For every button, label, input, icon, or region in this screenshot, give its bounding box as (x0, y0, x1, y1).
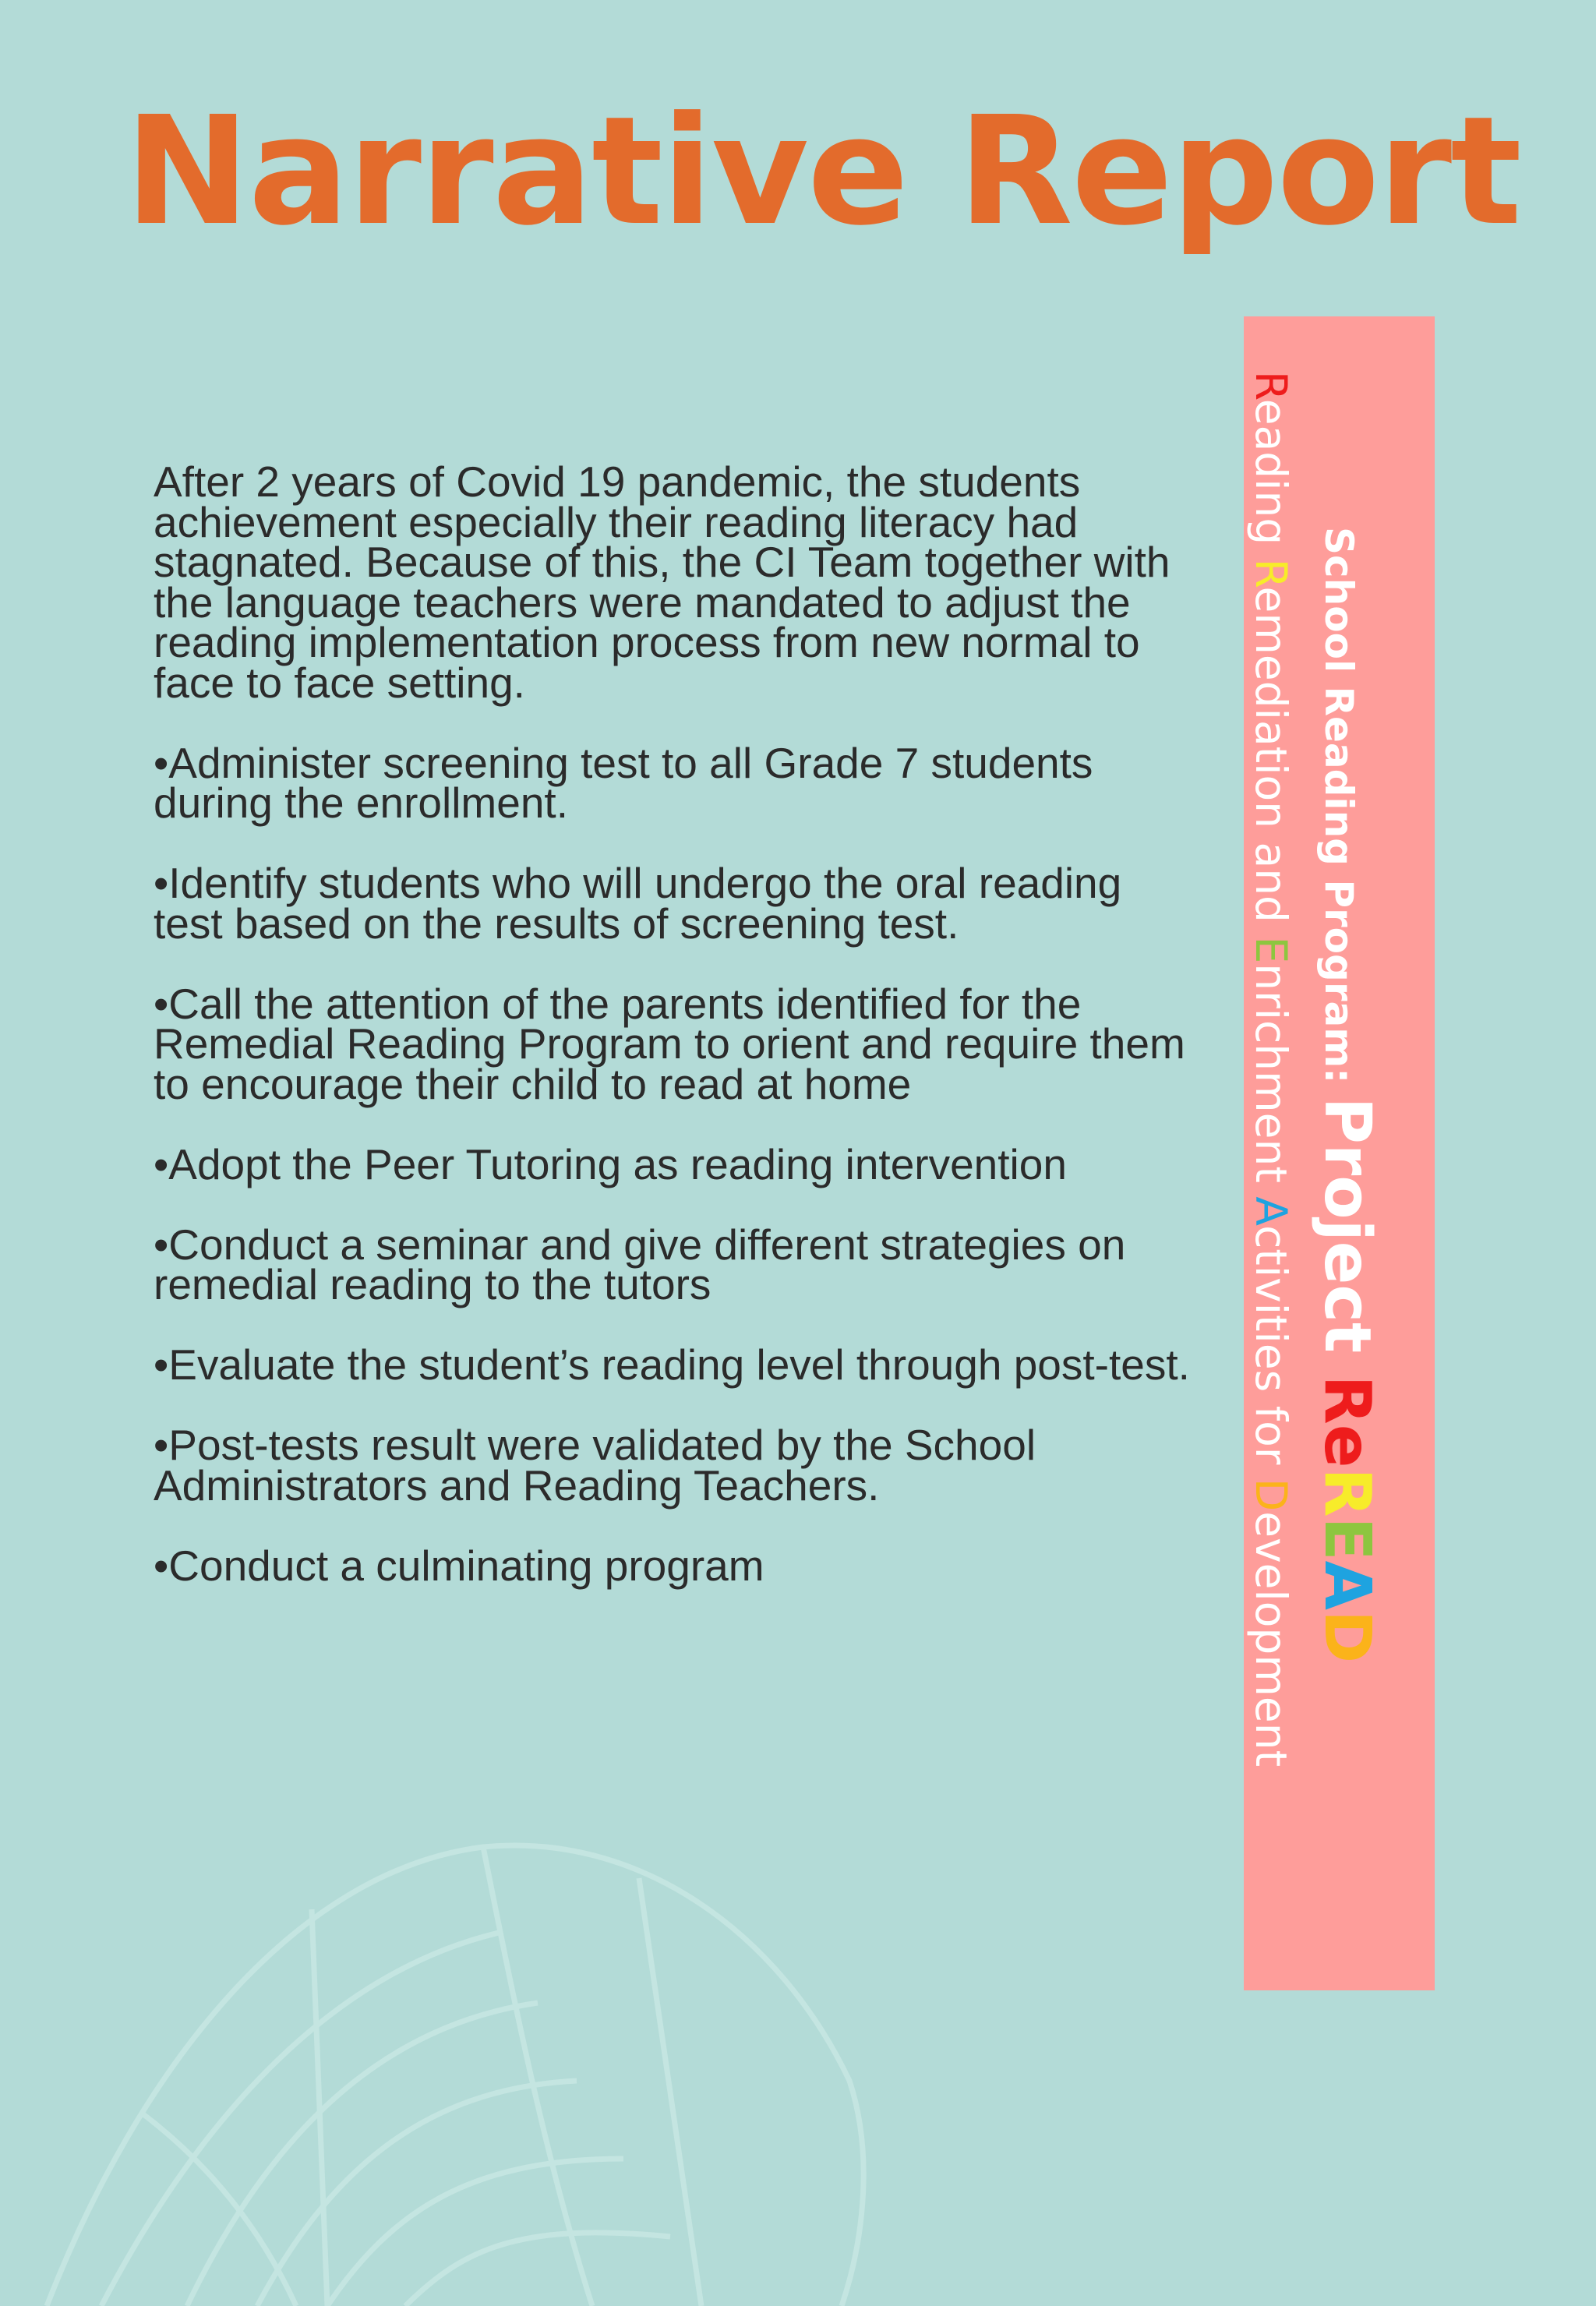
acronym-letter: E (1246, 936, 1296, 964)
list-item: •Administer screening test to all Grade 7 students during the enrollment. (154, 738, 1093, 827)
leaf-watermark-icon (0, 1676, 896, 2306)
list-item: •Call the attention of the parents identified for the Remedial Reading Program to orient and require them to encourage their child to read at home (154, 979, 1185, 1108)
acronym-letter: A (1246, 1196, 1296, 1226)
intro-paragraph: After 2 years of Covid 19 pandemic, the students achievement especially their reading literacy had stagnated. Because of this, the CI Team together with the language teachers were mandated to adjust the reading implementation process from new normal to face to face setting. (154, 457, 1171, 707)
activity-list (154, 738, 1190, 1590)
program-subtitle (1244, 371, 1298, 1767)
project-letter: E (1310, 1517, 1384, 1561)
project-letter: D (1310, 1610, 1384, 1664)
list-item: •Conduct a seminar and give different strategies on remedial reading to the tutors (154, 1220, 1126, 1308)
project-letter: R (1310, 1467, 1384, 1517)
subtitle-word: eading (1246, 398, 1296, 559)
subtitle-word: evelopment (1246, 1511, 1296, 1767)
project-letter: e (1310, 1424, 1384, 1468)
project-word: Project (1310, 1096, 1384, 1375)
acronym-letter: D (1246, 1478, 1296, 1512)
acronym-letter: R (1246, 558, 1296, 587)
list-item: •Evaluate the student’s reading level through post-test. (154, 1340, 1190, 1389)
project-letter: R (1310, 1375, 1384, 1425)
subtitle-word: nrichment (1246, 963, 1296, 1197)
subtitle-word: emediation and (1246, 586, 1296, 937)
narrative-body (154, 457, 1190, 1590)
list-item: •Adopt the Peer Tutoring as reading intervention (154, 1139, 1067, 1188)
subtitle-word: ctivities for (1246, 1225, 1296, 1478)
list-item: •Conduct a culminating program (154, 1541, 764, 1590)
page-title: Narrative Report (125, 85, 1520, 259)
list-item: •Identify students who will undergo the oral reading test based on the results of screening test. (154, 859, 1122, 948)
acronym-letter: R (1246, 371, 1296, 399)
list-item: •Post-tests result were validated by the School Administrators and Reading Teachers. (154, 1421, 1036, 1510)
project-letter: A (1310, 1560, 1384, 1611)
program-label: School Reading Program: (1316, 527, 1361, 1097)
program-title (1312, 527, 1382, 1663)
